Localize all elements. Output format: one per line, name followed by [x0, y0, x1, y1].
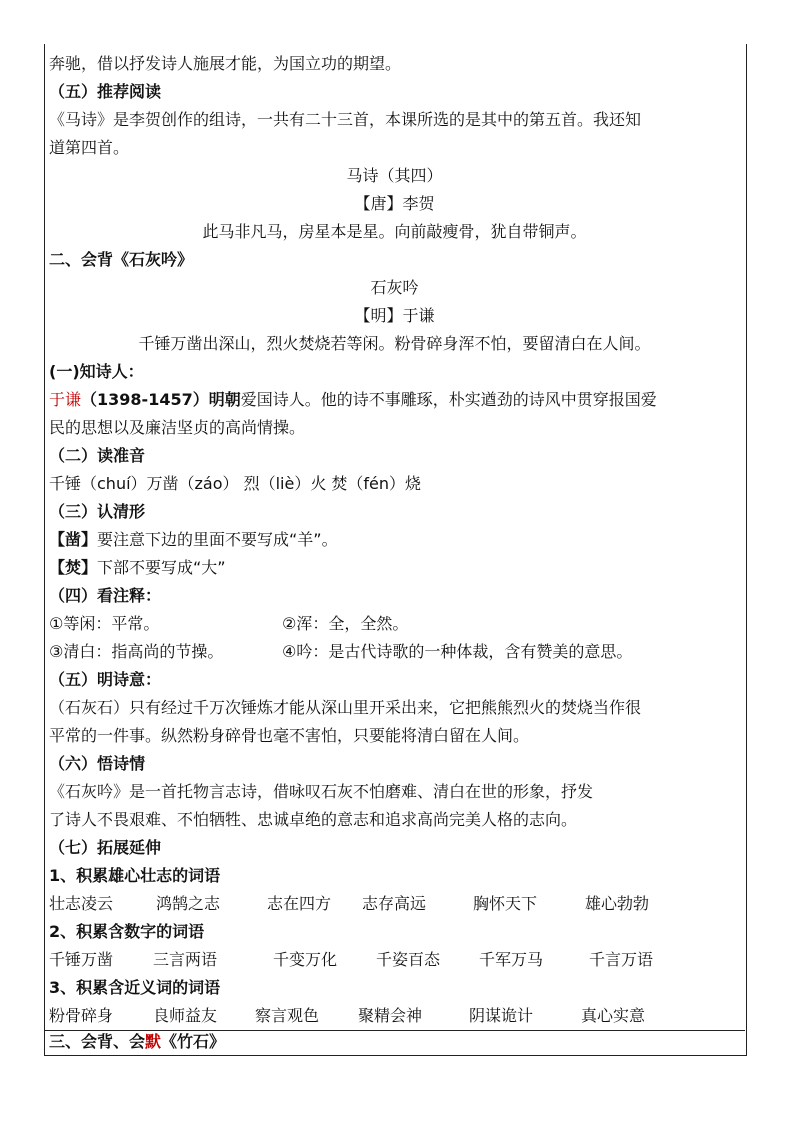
subsection-heading: 3、积累含近义词的词语 [49, 978, 221, 997]
heading-part: 三、会背、会 [49, 1032, 146, 1051]
word-item: 千锤万凿 [49, 950, 114, 969]
heading-part: 《竹石》 [161, 1032, 226, 1051]
word-item: 鸿鹄之志 [156, 894, 221, 913]
text-line: 平常的一件事。纵然粉身碎骨也毫不害怕，只要能将清白留在人间。 [49, 726, 530, 745]
char-label: 【焚】 [49, 558, 98, 577]
poem-text: 此马非凡马，房星本是星。向前敲瘦骨，犹自带铜声。 [202, 222, 587, 241]
word-item: 千言万语 [589, 950, 654, 969]
text-line: 《石灰吟》是一首托物言志诗，借咏叹石灰不怕磨难、清白在世的形象，抒发 [49, 782, 594, 801]
word-item: 察言观色 [255, 1006, 320, 1025]
word-item: 胸怀天下 [473, 894, 538, 913]
char-label: 【凿】 [49, 530, 98, 549]
text-line: 道第四首。 [49, 138, 130, 157]
section-heading: (一)知诗人： [49, 362, 144, 381]
note-item: ①等闲：平常。 [49, 614, 160, 633]
char-note [49, 558, 226, 578]
word-item: 志在四方 [267, 894, 332, 913]
text-line: 民的思想以及廉洁坚贞的高尚情操。 [49, 418, 306, 437]
note-item: ④吟：是古代诗歌的一种体裁，含有赞美的意思。 [282, 642, 633, 661]
row-divider [44, 1030, 745, 1031]
text-line: 奔驰，借以抒发诗人施展才能，为国立功的期望。 [49, 54, 402, 73]
word-item: 良师益友 [153, 1006, 218, 1025]
section-heading: （七）拓展延伸 [49, 838, 162, 857]
section-heading: （五）推荐阅读 [49, 82, 162, 101]
poet-desc: 爱国诗人。他的诗不事雕琢，朴实遒劲的诗风中贯穿报国爱 [240, 390, 657, 409]
poem-title: 石灰吟 [370, 278, 419, 297]
poet-intro [49, 390, 657, 410]
text-line: 了诗人不畏艰难、不怕牺牲、忠诚卓绝的意志和追求高尚完美人格的志向。 [49, 810, 578, 829]
subsection-heading: 1、积累雄心壮志的词语 [49, 866, 221, 885]
word-item: 千变万化 [273, 950, 338, 969]
word-item: 真心实意 [581, 1006, 646, 1025]
text-line: （石灰石）只有经过千万次锤炼才能从深山里开采出来，它把熊熊烈火的焚烧当作很 [49, 698, 642, 717]
poem-text: 千锤万凿出深山，烈火焚烧若等闲。粉骨碎身浑不怕，要留清白在人间。 [138, 334, 651, 353]
poet-years: （1398-1457） [81, 390, 209, 409]
word-item: 粉骨碎身 [49, 1006, 114, 1025]
char-desc: 要注意下边的里面不要写成“羊”。 [97, 530, 338, 549]
poem-author: 【唐】李贺 [354, 194, 435, 213]
word-item: 阴谋诡计 [469, 1006, 534, 1025]
poet-name: 于谦 [49, 390, 82, 409]
section-heading: （四）看注释： [49, 586, 162, 605]
heading-part-highlight: 默 [145, 1032, 162, 1051]
poem-title: 马诗（其四） [346, 166, 443, 185]
word-item: 千军万马 [479, 950, 544, 969]
poet-dynasty: 明朝 [208, 390, 241, 409]
word-item: 三言两语 [153, 950, 218, 969]
note-item: ③清白：指高尚的节操。 [49, 642, 224, 661]
char-desc: 下部不要写成“大” [97, 558, 226, 577]
section-heading: （五）明诗意： [49, 670, 162, 689]
text-line: 《马诗》是李贺创作的组诗，一共有二十三首，本课所选的是其中的第五首。我还知 [49, 110, 642, 129]
subsection-heading: 2、积累含数字的词语 [49, 922, 205, 941]
pinyin-line: 千锤（chuí）万凿（záo） 烈（liè）火 焚（fén）烧 [49, 474, 422, 493]
word-item: 聚精会神 [358, 1006, 423, 1025]
char-note [49, 530, 338, 550]
section-heading: 二、会背《石灰吟》 [49, 250, 194, 269]
word-item: 千姿百态 [376, 950, 441, 969]
word-item: 志存高远 [362, 894, 427, 913]
note-item: ②浑：全，全然。 [282, 614, 409, 633]
word-item: 雄心勃勃 [585, 894, 650, 913]
section-heading: （六）悟诗情 [49, 754, 146, 773]
poem-author: 【明】于谦 [354, 306, 435, 325]
word-item: 壮志凌云 [49, 894, 114, 913]
section-heading: （二）读准音 [49, 446, 146, 465]
section-heading: （三）认清形 [49, 502, 146, 521]
section-heading [49, 1032, 225, 1052]
